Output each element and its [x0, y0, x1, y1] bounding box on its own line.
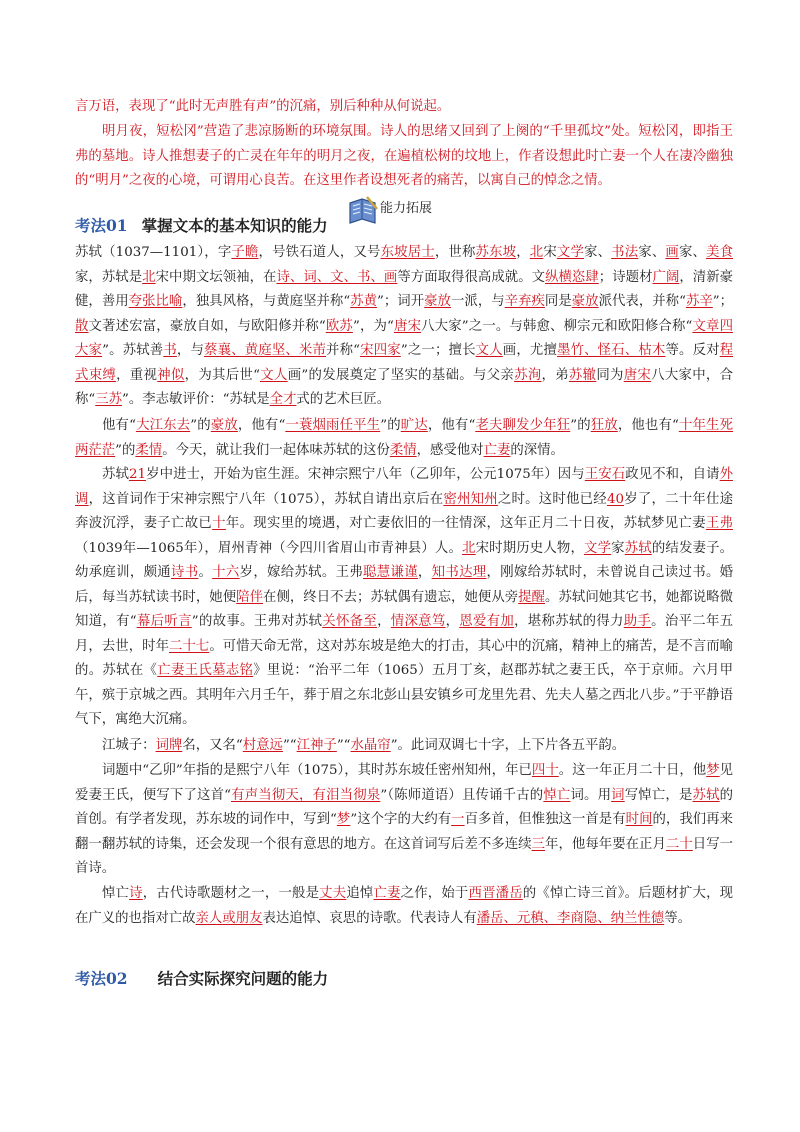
- key-term: 知书达理: [431, 565, 487, 580]
- key-term: 苏洵: [514, 367, 542, 383]
- text-run: 政见不和，自请: [625, 467, 720, 482]
- key-term: 十年生死两茫茫: [75, 418, 733, 458]
- body-paragraph-6: [75, 882, 733, 931]
- key-term: 程式束缚: [75, 343, 734, 383]
- text-run: ”的: [570, 418, 591, 433]
- key-term: 村意远: [242, 738, 283, 753]
- key-term: 散: [75, 318, 89, 334]
- text-run: 等。反对: [665, 343, 720, 358]
- text-run: 式的艺术巨匠。: [296, 392, 391, 407]
- body-paragraph-3: [75, 463, 733, 733]
- text-run: ，: [516, 245, 530, 260]
- key-term: 提醒: [518, 589, 546, 605]
- key-term: 豪放: [210, 418, 238, 433]
- key-term: 画: [665, 245, 679, 260]
- key-term: 关怀备至: [322, 614, 378, 629]
- key-term: 二十: [665, 836, 693, 852]
- key-term: 梦: [336, 812, 351, 827]
- key-term: 西晋潘岳: [468, 886, 523, 901]
- text-run: 同为: [596, 367, 624, 383]
- text-run: 词题中“乙卯”年指的是熙宁八年（1075），其时苏东坡任密州知州，年已: [102, 763, 532, 778]
- key-term: 豪放: [571, 294, 599, 309]
- text-run: 他有“: [102, 418, 136, 433]
- key-term: 诗: [129, 886, 143, 901]
- text-run: ”。李志敏评价：“苏轼是: [122, 392, 270, 407]
- key-term: 柔情: [389, 442, 417, 458]
- key-term: 词: [611, 787, 625, 803]
- key-term: 一蓑烟雨任平生: [285, 418, 381, 433]
- key-term: 苏东坡: [475, 245, 517, 260]
- key-term: 纵横恣肆: [545, 269, 599, 285]
- text-run: 的首创。有学者发现，苏东坡的词作中，写到“: [75, 787, 734, 827]
- text-run: ，他有“: [237, 418, 286, 433]
- key-term: 亲人或朋友: [195, 910, 263, 926]
- key-term: 悼亡: [543, 787, 571, 803]
- key-term: 21: [128, 467, 147, 482]
- body-paragraph-4: [75, 734, 733, 759]
- key-term: 唐宋: [393, 318, 422, 334]
- ability-expansion-label: 能力拓展: [380, 201, 433, 216]
- text-run: ”（陈师道语）且传诵千古的: [380, 787, 544, 803]
- key-term: 神似: [157, 367, 185, 383]
- key-term: 40: [606, 491, 624, 507]
- text-run: ”的故事。王弗对苏轼: [191, 614, 323, 629]
- key-term: 文学: [556, 245, 585, 260]
- section-title: 结合实际探究问题的能力: [157, 969, 329, 988]
- key-term: 聪慧谦谨: [363, 565, 418, 580]
- key-term: 时间: [625, 812, 653, 827]
- key-term: 亡妻: [483, 442, 511, 458]
- key-term: 狂放: [590, 418, 618, 433]
- text-run: 宋中期文坛领袖，在: [155, 269, 277, 285]
- text-run: 词。用: [570, 787, 612, 803]
- text-run: ”的: [190, 418, 211, 433]
- text-run: 》里说：“治平二年（1065）五月丁亥，赵郡苏轼之妻王氏，卒于京师。六月甲午，殡于京城之西。其明年六月壬午，葬于眉之东北彭山县安镇乡可龙里先君、先夫人墓之西北八步。”于平静语气下，寓绝大沉痛。: [75, 663, 734, 727]
- text-run: ，: [445, 614, 460, 629]
- key-term: 四十: [531, 763, 559, 778]
- key-term: 十: [212, 516, 226, 531]
- key-term: 北: [462, 540, 476, 556]
- text-run: 派代表，并称“: [598, 294, 686, 309]
- text-run: ”。苏轼善: [102, 343, 164, 358]
- text-run: ，他有“: [427, 418, 476, 433]
- text-run: 八大家”之一。与韩愈、柳宗元和欧阳修合称“: [421, 318, 693, 334]
- text-run: 家，苏轼是: [75, 269, 143, 285]
- key-term: 北: [142, 269, 156, 285]
- key-term: 二十七: [169, 638, 210, 654]
- section-tag: 考法01: [75, 216, 128, 235]
- key-term: 情深意笃: [390, 614, 446, 629]
- text-run: 名，又名“: [182, 738, 243, 753]
- text-run: 宋: [543, 245, 557, 260]
- text-run: 写悼亡，是: [624, 787, 693, 803]
- text-run: 见爱妻王氏，便写下了这首“: [75, 763, 734, 803]
- key-term: 苏轼: [692, 787, 720, 803]
- text-run: 悼亡: [102, 886, 130, 901]
- text-run: 家、: [584, 245, 612, 260]
- text-run: ，号铁石道人，又号: [258, 245, 381, 260]
- key-term: 宋四家: [360, 343, 401, 358]
- key-term: 丈夫: [319, 886, 347, 901]
- text-run: ”之一；擅长: [400, 343, 476, 358]
- text-run: ”。此词双调七十字，上下片各五平韵。: [390, 738, 626, 753]
- text-run: ，清新豪健，善用: [75, 269, 734, 309]
- intro-paragraph-2: 明月夜，短松冈”营造了悲凉肠断的环境氛围。诗人的思绪又回到了上阕的“千里孤坟”处。短松冈，即指王弗的墓地。诗人推想妻子的亡灵在年年的明月之夜，在遍植松树的坟地上，作者设想此时亡妻一个人在凄冷幽独的“明月”之夜的心境，可谓用心良苦。在这里作者设想死者的痛苦，以寓自己的悼念之情。: [75, 124, 733, 188]
- text-run: 百多首，但惟独这一首是有: [464, 812, 626, 827]
- text-run: ”；: [712, 294, 734, 309]
- text-run: 八大家中，合称“: [75, 367, 734, 407]
- key-term: 词牌: [155, 738, 183, 753]
- key-term: 幕后听言: [136, 614, 192, 629]
- text-run: 画，尤擅: [502, 343, 558, 358]
- text-run: 。苏轼问她其它书，她都说略微知道，有“: [75, 589, 734, 629]
- key-term: 亡妻: [373, 886, 401, 901]
- text-run: 岁了，二十年仕途奔波沉浮，妻子亡故已: [75, 491, 734, 531]
- text-run: ，世称: [434, 245, 476, 260]
- text-run: 苏轼（1037—1101），字: [75, 245, 232, 260]
- text-run: 的深情。: [510, 442, 564, 458]
- text-run: ”；词开: [377, 294, 425, 309]
- text-run: 的《悼亡诗三首》。后题材扩大，现在广义的也指对亡故: [75, 886, 734, 926]
- text-run: ，感受他对: [416, 442, 484, 458]
- key-term: 恩爱有加: [459, 614, 515, 629]
- key-term: 江神子: [296, 738, 337, 753]
- text-run: 之作，始于: [400, 886, 469, 901]
- key-term: 柔情: [135, 442, 163, 458]
- text-run: 年。现实里的境遇，对亡妻依旧的一往情深，这年正月二十日夜，苏轼梦见亡妻: [225, 516, 706, 531]
- text-run: 江城子：: [102, 738, 156, 753]
- text-run: ，: [377, 614, 391, 629]
- key-term: 文章四大家: [75, 318, 733, 358]
- key-term: 助手: [623, 614, 652, 629]
- key-term: 苏黄: [350, 294, 378, 309]
- key-term: 广阔: [652, 269, 680, 285]
- key-term: 亡妻王氏墓志铭: [157, 663, 254, 678]
- text-run: 之时。这时他已经: [497, 491, 607, 507]
- text-run: 。这一年正月二十日，他: [558, 763, 707, 778]
- key-term: 大江东去: [135, 418, 191, 433]
- text-run: （1039年—1065年），眉州青神（今四川省眉山市青神县）人。: [75, 540, 463, 556]
- key-term: 夸张比喻: [128, 294, 183, 309]
- section-tag: 考法02: [75, 969, 128, 988]
- text-run: ，为其后世“: [184, 367, 260, 383]
- section-heading-1: [75, 214, 328, 236]
- text-run: 画”的发展奠定了坚实的基础。与父亲: [287, 367, 515, 383]
- body-paragraph-1: [75, 241, 733, 413]
- text-run: ，与: [176, 343, 205, 358]
- key-term: 文人: [475, 343, 503, 358]
- text-run: 表达追悼、哀思的诗歌。代表诗人有: [262, 910, 477, 926]
- text-run: 岁中进士，开始为宦生涯。宋神宗熙宁八年（乙卯年，公元1075年）因与: [146, 467, 585, 482]
- key-term: 辛弃疾: [504, 294, 545, 309]
- key-term: 子瞻: [231, 245, 259, 260]
- key-term: 三: [531, 836, 546, 852]
- text-run: 家: [611, 540, 625, 556]
- key-term: 北: [529, 245, 544, 260]
- key-term: 书法: [611, 245, 639, 260]
- text-run: ，堪称苏轼的得力: [514, 614, 624, 629]
- key-term: 潘岳、元稹、李商隐、纳兰性德: [476, 910, 665, 926]
- key-term: 文学: [584, 540, 612, 556]
- key-term: 美食: [706, 245, 734, 260]
- text-run: 同是: [544, 294, 572, 309]
- text-run: ，他也有“: [617, 418, 679, 433]
- section-heading-2: [75, 967, 328, 989]
- text-run: 苏轼: [102, 467, 129, 482]
- text-run: 。治平二年五月，去世，时年: [75, 614, 734, 654]
- key-term: 有声当彻天，有泪当彻泉: [231, 787, 381, 803]
- key-term: 陪伴: [236, 589, 264, 605]
- text-run: ，: [417, 565, 432, 580]
- key-term: 书: [163, 343, 177, 358]
- text-run: 。今天，就让我们一起体味苏轼的这份: [162, 442, 390, 458]
- key-term: 豪放: [424, 294, 451, 309]
- key-term: 欧苏: [325, 318, 353, 334]
- key-term: 三苏: [95, 392, 123, 407]
- text-run: 并称“: [326, 343, 361, 358]
- key-term: 文人: [259, 367, 288, 383]
- key-term: 蔡襄、黄庭坚、米芾: [204, 343, 327, 358]
- text-run: 。可惜天命无常，这对苏东坡是绝大的打击，其心中的沉痛，精神上的痛苦，是不言而喻的。苏轼在《: [75, 638, 734, 678]
- key-term: 诗书: [171, 565, 199, 580]
- key-term: 墨竹、怪石、枯木: [557, 343, 666, 358]
- text-run: 文著述宏富，豪放自如，与欧阳修并称“: [88, 318, 326, 334]
- key-term: 诗、词、文、书、画: [276, 269, 398, 285]
- key-term: 旷达: [400, 418, 428, 433]
- key-term: 密州知州: [443, 491, 498, 507]
- text-run: ，古代诗歌题材之一，一般是: [142, 886, 320, 901]
- text-run: ，弟: [541, 367, 569, 383]
- text-run: 日写一首诗。: [75, 836, 734, 876]
- text-run: 家、: [638, 245, 666, 260]
- key-term: 苏轼: [624, 540, 652, 556]
- key-term: 全才: [269, 392, 297, 407]
- body-paragraph-2: [75, 414, 733, 463]
- key-term: 唐宋: [623, 367, 652, 383]
- key-term: 王弗: [705, 516, 734, 531]
- key-term: 王安石: [584, 467, 626, 482]
- key-term: 梦: [706, 763, 720, 778]
- text-run: 在侧，终日不去；苏轼偶有遗忘，她便从旁: [263, 589, 519, 605]
- text-run: 等方面取得很高成就。文: [397, 269, 546, 285]
- text-run: ”的: [115, 442, 136, 458]
- text-run: ”这个字的大约有: [350, 812, 452, 827]
- text-run: 年，他每年要在正月: [545, 836, 666, 852]
- key-term: 水晶帘: [350, 738, 391, 753]
- text-run: 岁，嫁给苏轼。王弗: [239, 565, 364, 580]
- text-run: 的结发妻子。幼承庭训，颇通: [75, 540, 734, 580]
- text-run: ”的: [380, 418, 401, 433]
- text-run: ”“: [282, 738, 297, 753]
- text-run: 家、: [678, 245, 707, 260]
- text-run: ，重视: [116, 367, 158, 383]
- text-run: ”“: [336, 738, 351, 753]
- text-run: 一派，与: [450, 294, 505, 309]
- key-term: 苏辛: [685, 294, 713, 309]
- text-run: ，刚嫁给苏轼时，未曾说自己读过书。婚后，每当苏轼读书时，她便: [75, 565, 734, 605]
- body-paragraph-5: [75, 759, 733, 882]
- key-term: 苏辙: [568, 367, 597, 383]
- key-term: 十六: [212, 565, 240, 580]
- key-term: 一: [451, 812, 465, 827]
- text-run: ”，为“: [352, 318, 394, 334]
- text-run: 追悼: [346, 886, 374, 901]
- text-run: ；诗题材: [598, 269, 653, 285]
- intro-paragraph-1: 言万语，表现了“此时无声胜有声”的沉痛，别后种种从何说起。: [75, 99, 451, 114]
- key-term: 老夫聊发少年狂: [475, 418, 571, 433]
- text-run: 等。: [664, 910, 691, 926]
- text-run: 。: [198, 565, 213, 580]
- section-title: 掌握文本的基本知识的能力: [141, 216, 328, 235]
- text-run: ，独具风格，与黄庭坚并称“: [182, 294, 351, 309]
- key-term: 东坡居士: [380, 245, 435, 260]
- text-run: ，这首词作于宋神宗熙宁八年（1075），苏轼自请出京后在: [88, 491, 444, 507]
- text-run: 的，我们再来翻一翻苏轼的诗集，还会发现一个很有意思的地方。在这首词写后差不多连续: [75, 812, 733, 852]
- key-term: 外调: [75, 467, 734, 507]
- text-run: 宋时期历史人物，: [475, 540, 585, 556]
